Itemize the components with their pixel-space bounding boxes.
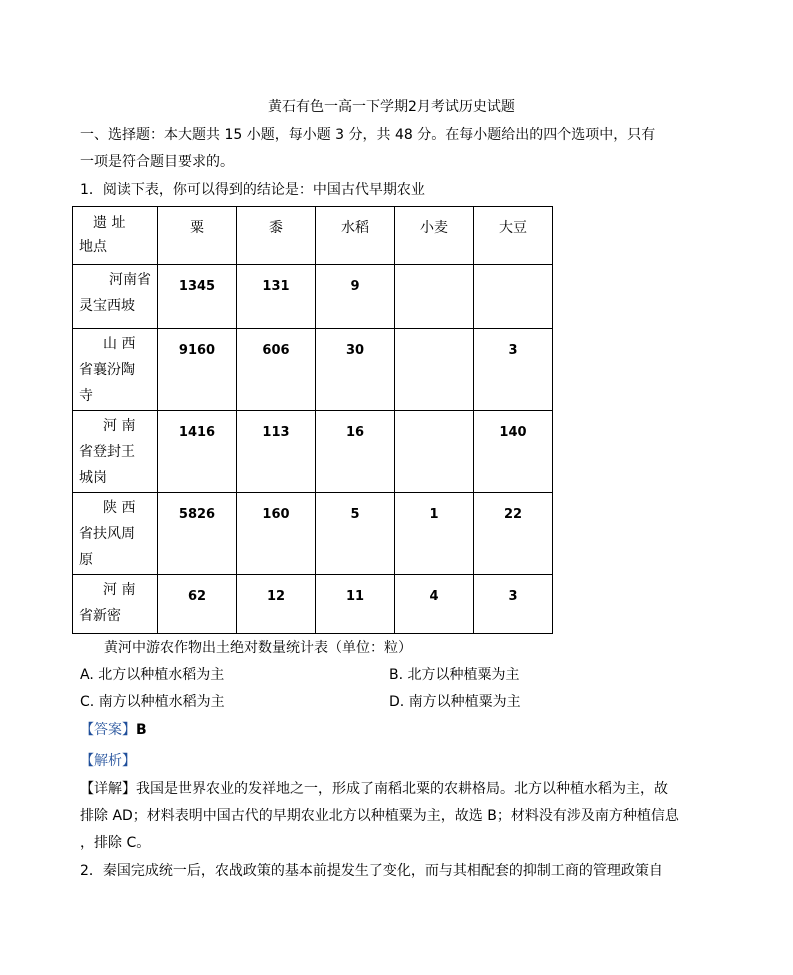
header-site-label-1: 遗 址 [93,215,126,231]
option-c: C. 南方以种植水稻为主 [80,694,225,710]
value-rice: 11 [316,575,395,634]
header-crop-rice: 水稻 [316,207,395,265]
value-millet: 1416 [158,411,237,493]
answer-label: 【答案】 [80,722,136,738]
table-row [73,493,553,575]
value-millet: 5826 [158,493,237,575]
question-1-stem: 1．阅读下表，你可以得到的结论是：中国古代早期农业 [80,182,425,198]
site-name-part: 河 南 [103,582,136,598]
table-row [73,575,553,634]
site-name-part: 城岗 [79,470,107,486]
value-millet: 62 [158,575,237,634]
section-instruction-line2: 一项是符合题目要求的。 [80,154,234,170]
value-wheat [395,329,474,411]
header-crop-wheat: 小麦 [395,207,474,265]
site-cell [73,493,158,575]
value-rice: 16 [316,411,395,493]
site-cell [73,329,158,411]
site-cell [73,411,158,493]
value-broomcorn: 160 [237,493,316,575]
site-name-part: 省登封王 [79,444,135,460]
table-row [73,265,553,329]
answer-value: B [136,722,147,738]
table-header-row [73,207,553,265]
value-wheat: 4 [395,575,474,634]
site-name-part: 河 南 [103,418,136,434]
option-a: A. 北方以种植水稻为主 [80,667,225,683]
table-caption: 黄河中游农作物出土绝对数量统计表（单位：粒） [104,640,412,656]
value-broomcorn: 131 [237,265,316,329]
question-2-stem: 2．秦国完成统一后，农战政策的基本前提发生了变化，而与其相配套的抑制工商的管理政策自 [80,863,663,879]
value-millet: 1345 [158,265,237,329]
header-site-label-2: 地点 [79,239,107,255]
value-broomcorn: 113 [237,411,316,493]
value-wheat [395,265,474,329]
site-name-part: 河南省 [109,272,151,288]
value-broomcorn: 606 [237,329,316,411]
value-rice: 9 [316,265,395,329]
analysis-detail-line3: ，排除 C。 [80,835,151,851]
site-name-part: 省襄汾陶 [79,362,135,378]
value-wheat: 1 [395,493,474,575]
answer-line [80,719,147,739]
value-soybean [474,265,553,329]
table-row [73,411,553,493]
value-soybean: 140 [474,411,553,493]
table-row [73,329,553,411]
header-site-cell [73,207,158,265]
value-millet: 9160 [158,329,237,411]
value-soybean: 3 [474,575,553,634]
site-name-part: 省扶风周 [79,526,135,542]
option-d: D. 南方以种植粟为主 [389,694,521,710]
option-b: B. 北方以种植粟为主 [389,667,520,683]
site-cell [73,575,158,634]
document-title: 黄石有色一高一下学期2月考试历史试题 [268,99,515,115]
site-cell [73,265,158,329]
value-broomcorn: 12 [237,575,316,634]
value-soybean: 22 [474,493,553,575]
section-instruction-line1: 一、选择题：本大题共 15 小题，每小题 3 分，共 48 分。在每小题给出的四个选项中，只有 [80,127,656,143]
site-name-part: 灵宝西坡 [79,298,135,314]
analysis-detail-line1: 【详解】我国是世界农业的发祥地之一，形成了南稻北粟的农耕格局。北方以种植水稻为主，故 [80,781,668,797]
header-crop-soybean: 大豆 [474,207,553,265]
site-name-part: 寺 [79,388,93,404]
value-rice: 30 [316,329,395,411]
value-rice: 5 [316,493,395,575]
header-crop-millet: 粟 [158,207,237,265]
header-crop-broomcorn: 黍 [237,207,316,265]
value-wheat [395,411,474,493]
value-soybean: 3 [474,329,553,411]
crop-count-table [72,206,553,634]
site-name-part: 原 [79,552,93,568]
site-name-part: 陕 西 [103,500,136,516]
site-name-part: 山 西 [103,336,136,352]
analysis-detail-line2: 排除 AD；材料表明中国古代的早期农业北方以种植粟为主，故选 B；材料没有涉及南方种植信息 [80,808,679,824]
analysis-label: 【解析】 [80,753,136,769]
site-name-part: 省新密 [79,608,121,624]
